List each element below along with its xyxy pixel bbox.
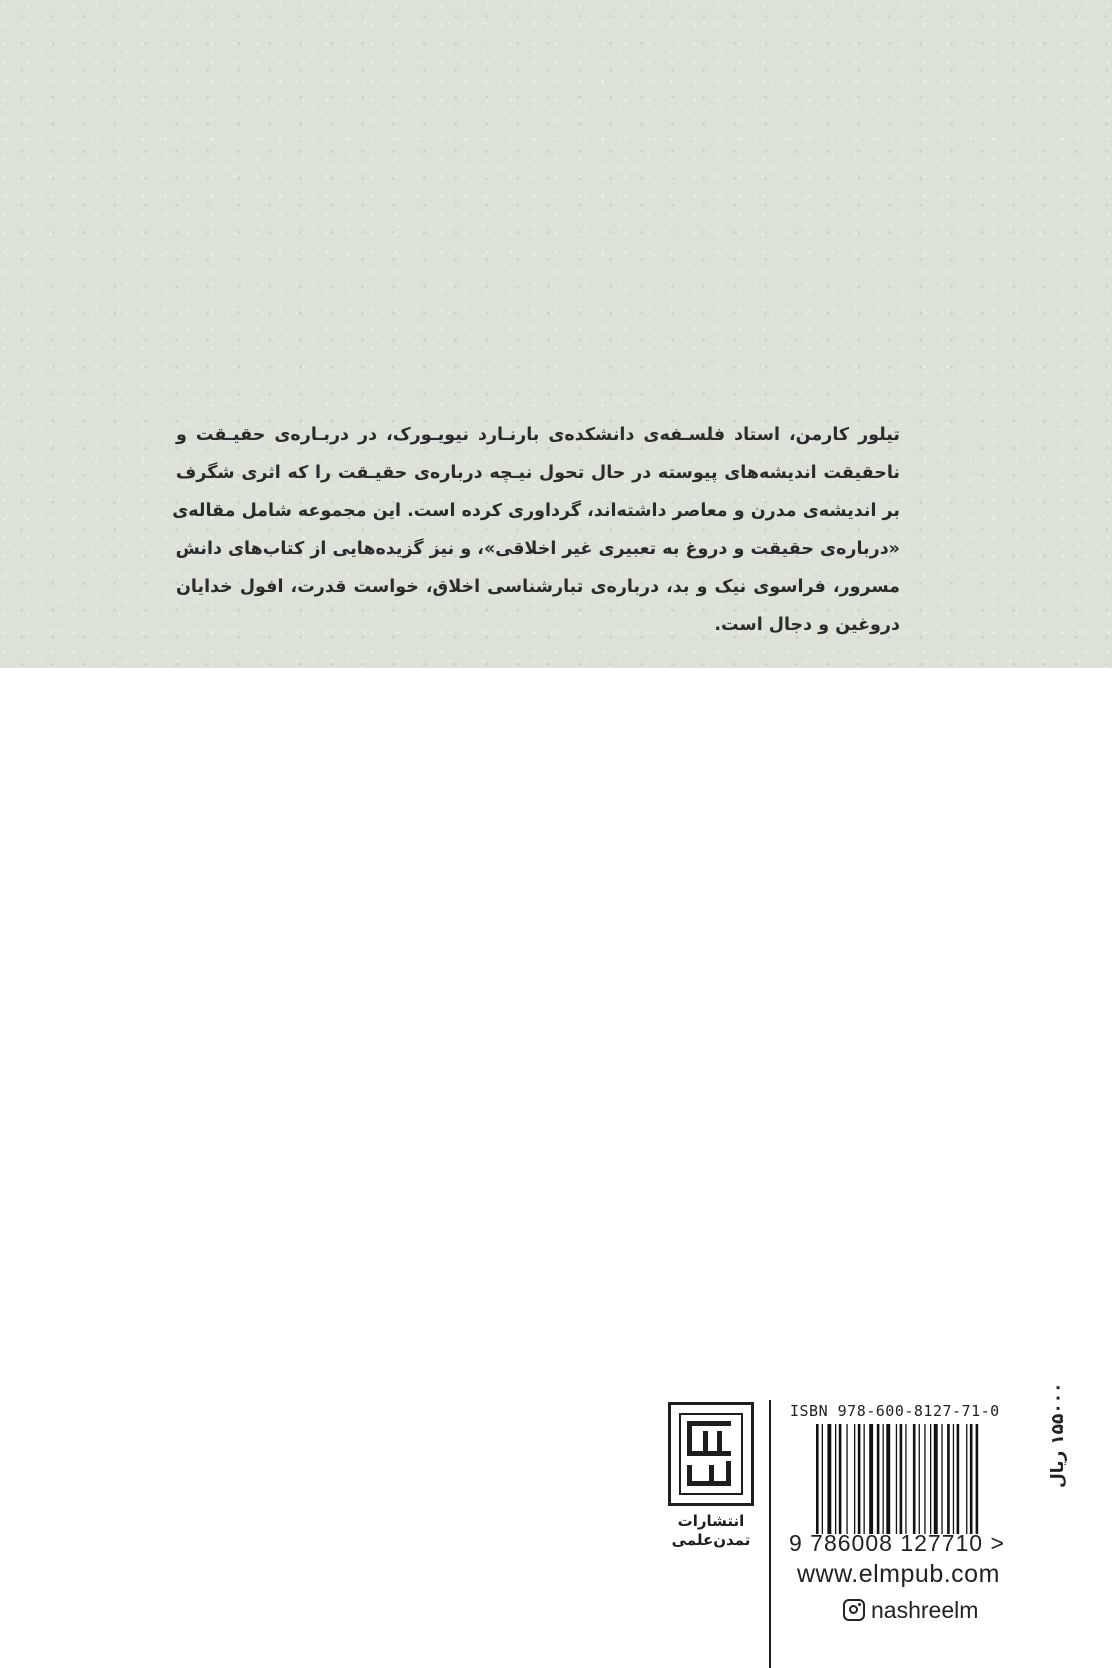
barcode-bar	[835, 1424, 836, 1534]
instagram-icon	[843, 1599, 865, 1621]
barcode-bar	[934, 1424, 938, 1534]
barcode-bar	[886, 1424, 890, 1534]
instagram-handle: nashreelm	[871, 1596, 979, 1623]
barcode-bar	[924, 1424, 925, 1534]
barcode-bar	[822, 1424, 823, 1534]
publisher-name	[658, 1512, 764, 1550]
price-label: ۱۵۵۰۰۰ ریال	[1048, 1382, 1068, 1488]
isbn-label: ISBN 978-600-8127-71-0	[790, 1402, 1000, 1420]
barcode-digits: 9 786008 127710 >	[789, 1530, 1005, 1556]
barcode-bar	[854, 1424, 855, 1534]
website-url: www.elmpub.com	[797, 1560, 1000, 1588]
blurb-line: مسرور، فراسوی نیک و بد، درباره‌ی تبارشناسی اخلاق، خواست قدرت، افول خدایان	[176, 577, 900, 597]
barcode-bar	[877, 1424, 880, 1534]
barcode-bar	[827, 1424, 831, 1534]
barcode-bar	[913, 1424, 916, 1534]
barcode-bar	[864, 1424, 865, 1534]
publisher-name-line1: انتشارات	[677, 1512, 745, 1530]
blurb-line: ناحقیقت اندیشه‌های پیوسته در حال تحول نیـچه درباره‌ی حقیـقت را که اثری شگرف	[176, 463, 900, 483]
blurb-line: «درباره‌ی حقیقت و دروغ به تعبیری غیر اخلاقی»، و نیز گزیده‌هایی از کتاب‌های دانش	[175, 539, 900, 559]
back-cover-blurb	[172, 416, 900, 644]
blurb-line: بر اندیشه‌ی مدرن و معاصر داشته‌اند، گرداوری کرده است. این مجموعه شامل مقاله‌ی	[172, 501, 900, 521]
barcode-bar	[957, 1424, 960, 1534]
barcode	[816, 1424, 1034, 1534]
barcode-bar	[896, 1424, 897, 1534]
barcode-bar	[930, 1424, 931, 1534]
barcode-bar	[919, 1424, 920, 1534]
blurb-line: دروغین و دجال است.	[714, 615, 900, 635]
barcode-bar	[846, 1424, 847, 1534]
barcode-bar	[941, 1424, 942, 1534]
barcode-bar	[976, 1424, 979, 1534]
barcode-bar	[970, 1424, 973, 1534]
instagram-row	[843, 1596, 978, 1624]
vertical-divider	[769, 1400, 771, 1668]
barcode-bar	[883, 1424, 884, 1534]
barcode-bar	[839, 1424, 842, 1534]
publisher-name-line2: تمدن‌علمی	[671, 1531, 751, 1549]
barcode-bar	[858, 1424, 861, 1534]
barcode-bar	[947, 1424, 950, 1534]
publisher-logo-seal	[668, 1402, 754, 1506]
barcode-bar	[900, 1424, 903, 1534]
barcode-bar	[816, 1424, 819, 1534]
barcode-bar	[953, 1424, 954, 1534]
barcode-bar	[869, 1424, 873, 1534]
barcode-bar	[905, 1424, 906, 1534]
barcode-bar	[966, 1424, 967, 1534]
blurb-line: تیلور کارمن، استاد فلسـفه‌ی دانشکده‌ی بارنـارد نیویـورک، در دربـاره‌ی حقیـقت و	[176, 425, 900, 445]
